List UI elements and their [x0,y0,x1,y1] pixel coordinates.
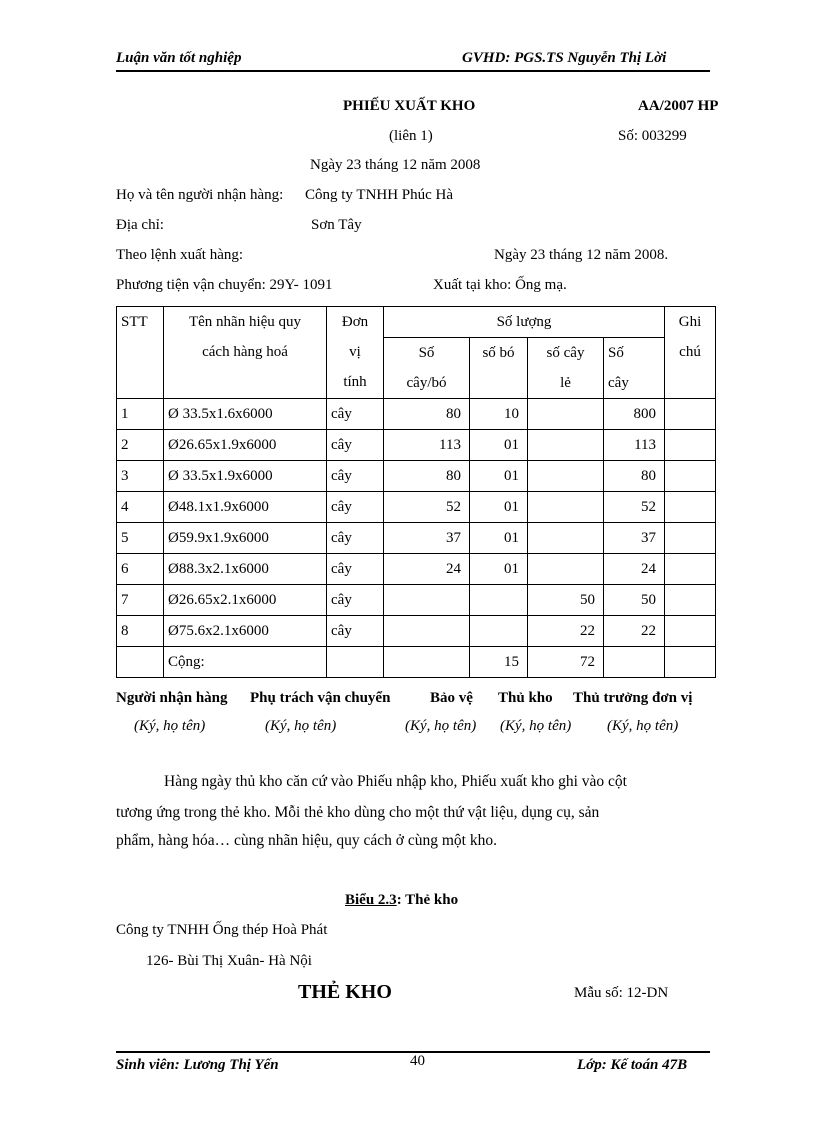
cell-unit: cây [327,523,384,554]
sig-note-security: (Ký, họ tên) [405,718,477,734]
footer-class: Lớp: Kế toán 47B [577,1057,688,1073]
cell-note [665,554,716,585]
cell-total: 50 [604,585,665,616]
cell-loose: 22 [528,616,604,647]
table-row [117,399,716,430]
cell-stt: 7 [117,585,164,616]
receiver-label: Họ và tên người nhận hàng: [116,187,284,203]
cell-bundles: 01 [470,554,528,585]
cell-stt: 6 [117,554,164,585]
card-title: THẺ KHO [298,981,392,1003]
cell-note [665,616,716,647]
slip-series: AA/2007 HP [638,98,719,114]
total-loose: 72 [528,647,604,678]
sig-role-security: Bảo vệ [430,690,473,706]
cell-total: 37 [604,523,665,554]
cell-note [665,461,716,492]
cell-name: Ø48.1x1.9x6000 [164,492,327,523]
header-stt: STT [117,307,164,399]
cell-loose [528,523,604,554]
cell-bundles [470,585,528,616]
cell-loose [528,399,604,430]
header-unit: Đơn vị tính [327,307,384,399]
sig-note-head: (Ký, họ tên) [607,718,679,734]
cell-unit: cây [327,616,384,647]
cell-note [665,492,716,523]
company-address: 126- Bùi Thị Xuân- Hà Nội [146,953,312,969]
table-row [117,523,716,554]
cell-total: 52 [604,492,665,523]
slip-date: Ngày 23 tháng 12 năm 2008 [310,157,481,173]
cell-per-bundle [384,616,470,647]
cell-bundles [470,616,528,647]
slip-number: Số: 003299 [618,128,687,144]
cell-total: 22 [604,616,665,647]
header-loose: số cây lẻ [528,338,604,399]
figure-label: Biểu 2.3 [345,892,397,908]
sig-note-storekeeper: (Ký, họ tên) [500,718,572,734]
cell-name: Ø26.65x1.9x6000 [164,430,327,461]
cell-note [665,523,716,554]
cell-total: 80 [604,461,665,492]
sig-role-head: Thủ trưởng đơn vị [573,690,693,706]
slip-title: PHIẾU XUẤT KHO [343,98,476,114]
cell-total: 113 [604,430,665,461]
header-total: Số cây [604,338,665,399]
cell-name: Ø 33.5x1.9x6000 [164,461,327,492]
footer-student: Sinh viên: Lương Thị Yến [116,1057,279,1073]
table-row [117,585,716,616]
cell-total: 800 [604,399,665,430]
cell-name: Ø26.65x2.1x6000 [164,585,327,616]
order-date: Ngày 23 tháng 12 năm 2008. [494,247,669,263]
sig-role-storekeeper: Thủ kho [498,690,553,706]
slip-copy: (liên 1) [389,128,433,144]
header-right: GVHD: PGS.TS Nguyễn Thị Lời [462,50,667,66]
cell-per-bundle [384,585,470,616]
cell-bundles: 01 [470,523,528,554]
cell-per-bundle: 80 [384,399,470,430]
header-name: Tên nhãn hiệu quy cách hàng hoá [164,307,327,399]
cell-loose [528,430,604,461]
order-label: Theo lệnh xuất hàng: [116,247,244,263]
cell-loose [528,554,604,585]
cell-loose [528,461,604,492]
table-header-row [117,307,716,338]
sig-role-receiver: Người nhận hàng [116,690,228,706]
cell-note [665,430,716,461]
card-form-number: Mẫu số: 12-DN [574,985,669,1001]
cell-note [665,399,716,430]
cell-per-bundle: 80 [384,461,470,492]
cell-bundles: 01 [470,492,528,523]
figure-title: : Thẻ kho [396,892,459,908]
address-label: Địa chỉ: [116,217,164,233]
total-stt [117,647,164,678]
paragraph-line-1: Hàng ngày thủ kho căn cứ vào Phiếu nhập kho, Phiếu xuất kho ghi vào cột [164,773,627,790]
vehicle-line: Phương tiện vận chuyển: 29Y- 1091 [116,277,333,293]
cell-per-bundle: 52 [384,492,470,523]
cell-name: Ø 33.5x1.6x6000 [164,399,327,430]
sig-role-transport: Phụ trách vận chuyển [250,690,391,706]
cell-name: Ø59.9x1.9x6000 [164,523,327,554]
cell-per-bundle: 24 [384,554,470,585]
cell-unit: cây [327,492,384,523]
cell-unit: cây [327,461,384,492]
cell-note [665,585,716,616]
total-label: Cộng: [164,647,327,678]
header-left: Luận văn tốt nghiệp [116,50,242,66]
table-row [117,492,716,523]
cell-bundles: 01 [470,430,528,461]
cell-unit: cây [327,430,384,461]
table-row [117,461,716,492]
header-note: Ghi chú [665,307,716,399]
cell-total: 24 [604,554,665,585]
cell-name: Ø75.6x2.1x6000 [164,616,327,647]
figure-caption [345,892,458,909]
cell-loose: 50 [528,585,604,616]
cell-loose [528,492,604,523]
cell-bundles: 01 [470,461,528,492]
header-per-bundle: Số cây/bó [384,338,470,399]
sig-note-transport: (Ký, họ tên) [265,718,337,734]
header-quantity: Số lượng [384,307,665,338]
table-row [117,554,716,585]
company-name: Công ty TNHH Ống thép Hoà Phát [116,922,328,938]
issue-slip-table [116,306,716,678]
cell-per-bundle: 37 [384,523,470,554]
page-number: 40 [410,1053,425,1069]
cell-name: Ø88.3x2.1x6000 [164,554,327,585]
cell-stt: 5 [117,523,164,554]
cell-stt: 8 [117,616,164,647]
address-value: Sơn Tây [311,217,362,233]
paragraph-line-3: phẩm, hàng hóa… cùng nhãn hiệu, quy cách ở cùng một kho. [116,832,497,849]
warehouse-line: Xuất tại kho: Ống mạ. [433,277,567,293]
cell-stt: 2 [117,430,164,461]
cell-unit: cây [327,554,384,585]
header-bundles: số bó [470,338,528,399]
table-row [117,616,716,647]
cell-stt: 1 [117,399,164,430]
cell-stt: 4 [117,492,164,523]
total-bundles: 15 [470,647,528,678]
table-total-row [117,647,716,678]
header-rule [116,70,710,72]
cell-unit: cây [327,585,384,616]
paragraph-line-2: tương ứng trong thẻ kho. Mỗi thẻ kho dùng cho một thứ vật liệu, dụng cụ, sản [116,804,600,821]
cell-stt: 3 [117,461,164,492]
cell-bundles: 10 [470,399,528,430]
sig-note-receiver: (Ký, họ tên) [134,718,206,734]
cell-per-bundle: 113 [384,430,470,461]
cell-unit: cây [327,399,384,430]
receiver-value: Công ty TNHH Phúc Hà [305,187,454,203]
table-row [117,430,716,461]
